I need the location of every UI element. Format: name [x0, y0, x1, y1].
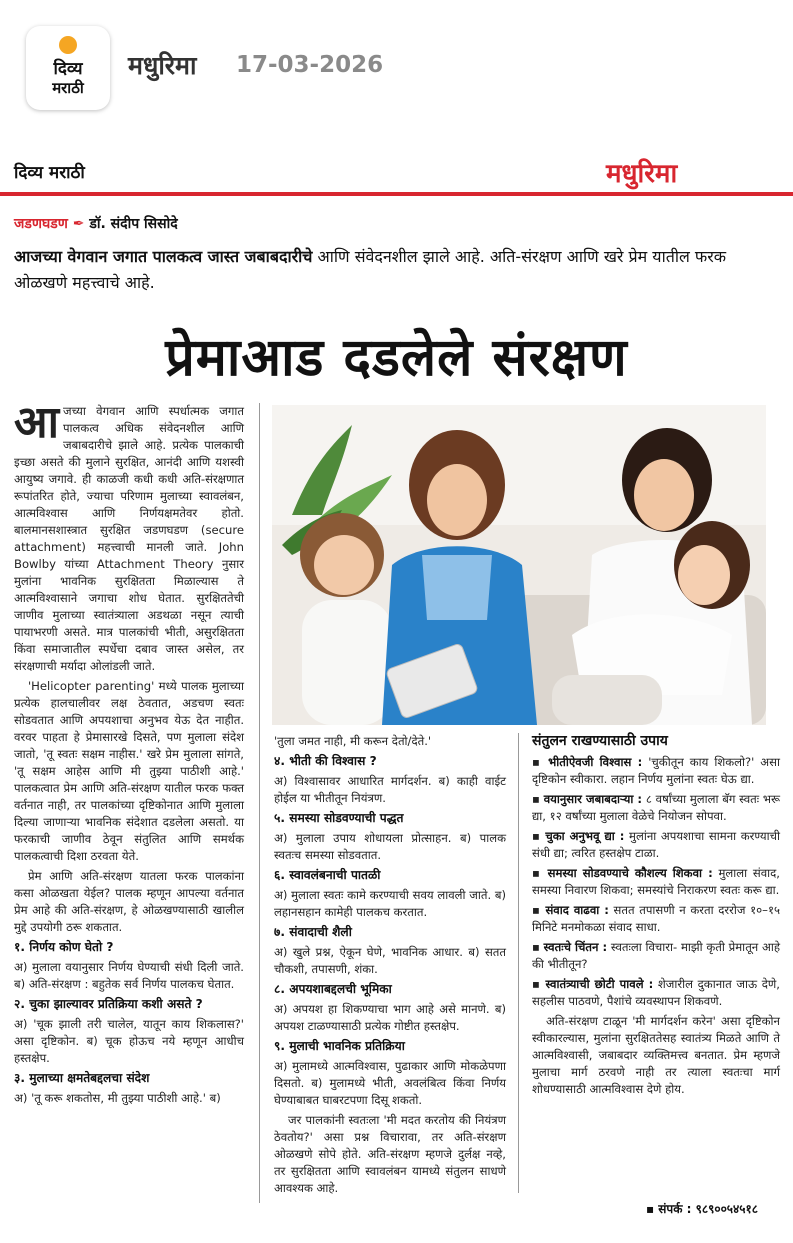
point-1-heading: १. निर्णय कोण घेतो ?	[14, 940, 114, 954]
author-name: डॉ. संदीप सिसोदे	[89, 216, 178, 232]
point-6-heading: ६. स्वावलंबनाची पातळी	[274, 868, 381, 882]
tip-item: ▪ संवाद वाढवा : सतत तपासणी न करता दररोज १०–१५ मिनिटे मनमोकळा संवाद साधा.	[532, 903, 781, 934]
sun-icon	[59, 36, 77, 54]
column-divider-2	[518, 733, 519, 1193]
point-6-text: अ) मुलाला स्वतः कामे करण्याची सवय लावली जाते. ब) लहानसहान कामेही पालकच करतात.	[274, 888, 506, 919]
tip-item: ▪ वयानुसार जबाबदाऱ्या : ८ वर्षांच्या मुलाला बॅग स्वतः भरू द्या, १२ वर्षांच्या मुलाला वेळेचे नियोजन सोपवा.	[532, 792, 781, 823]
supplement-title: मधुरिमा	[128, 51, 197, 80]
masthead-divider	[0, 192, 793, 196]
masthead-paper-name: दिव्य मराठी	[14, 163, 85, 183]
point-5-text: अ) मुलाला उपाय शोधायला प्रोत्साहन. ब) पालक स्वतःच समस्या सोडवतात.	[274, 831, 506, 862]
lede-bold: आजच्या वेगवान जगात पालकत्व जास्त जबाबदारीचे	[14, 247, 313, 266]
col1-para-1: जच्या वेगवान आणि स्पर्धात्मक जगात पालकत्व अधिक संवेदनशील आणि जबाबदारीचे झाले आहे. प्रत्येक पालकाची इच्छा असते की मुलाने सुरक्षित, आनंदी आणि यशस्वी आयुष्य जगावे. ही काळजी कधी कधी अति-संरक्षणात रूपांतरित होते, ज्याचा परिणाम मुलाच्या स्वावलंबन, आत्मविश्वास आणि निर्णयक्षमतेवर होतो. बालमानसशास्त्रात सुरक्षित जडणघडण (secure attachment) महत्त्वाची मानली जाते. John Bowlby यांच्या Attachment Theory नुसार मुलांना भावनिक सुरक्षितता मिळाल्यास ते आत्मविश्वासाने जगाचा शोध घेतात. सुरक्षिततेची जाणीव मुलाच्या स्वातंत्र्याला अडथळा नसून त्याची पायाभरणी असते. मात्र पालकांची भीती, असुरक्षितता किंवा समाजातील स्पर्धेचा दबाव जास्त असेल, तर संरक्षणाची मर्यादा ओलांडली जाते.	[14, 404, 244, 673]
col1-para-2: 'Helicopter parenting' मध्ये पालक मुलाच्या प्रत्येक हालचालीवर लक्ष ठेवतात, अडचण स्वतः सोडवतात आणि अपयशाचा अनुभव येऊ देत नाहीत. वरवर पाहता हे प्रेमासारखे दिसते, पण मुलाला संदेश जातो, 'तू स्वतः सक्षम नाहीस.' खरे प्रेम मुलाला सांगते, 'तू सक्षम आहेस आणि मी तुझ्या पाठीशी आहे.' पालकत्वात प्रेम आणि अति-संरक्षण यातील फरक फक्त वर्तनात नाही, तर पालकांच्या दृष्टिकोनात आणि मुलाला दिल्या जाणाऱ्या भावनिक संदेशात दडलेला असतो. या फरकाची जाणीव ठेवून संतुलित आणि समर्थक पालकत्वाची दिशा ठरवता येते.	[14, 679, 244, 863]
col2-cont-text: 'तुला जमत नाही, मी करून देतो/देते.'	[274, 734, 432, 748]
divya-marathi-logo[interactable]	[26, 26, 110, 110]
app-header	[0, 0, 793, 130]
pen-icon: ✒	[72, 216, 90, 232]
tip-item: ▪ भीतीऐवजी विश्वास : 'चुकीतून काय शिकलो?' असा दृष्टिकोन स्वीकारा. लहान निर्णय मुलांना स्वतः घेऊ द्या.	[532, 755, 780, 786]
section-name: जडणघडण	[14, 216, 68, 232]
point-1-text: अ) मुलाला वयानुसार निर्णय घेण्याची संधी दिली जाते. ब) अति-संरक्षण : बहुतेक सर्व निर्णय पालकच घेतात.	[14, 960, 244, 991]
point-2-text: अ) 'चूक झाली तरी चालेल, यातून काय शिकलास?' असा दृष्टिकोन. ब) चूक होऊच नये म्हणून आधीच हस्तक्षेप.	[14, 1017, 244, 1065]
point-9-text: अ) मुलामध्ये आत्मविश्वास, पुढाकार आणि मोकळेपणा दिसतो. ब) मुलामध्ये भीती, अवलंबित्व किंवा निर्णय घेण्याबाबत घाबरटपणा दिसू शकतो.	[274, 1059, 506, 1107]
logo-text-line1: दिव्य	[53, 59, 83, 79]
point-7-text: अ) खुले प्रश्न, ऐकून घेणे, भावनिक आधार. ब) सतत चौकशी, तपासणी, शंका.	[274, 945, 506, 976]
author-contact: ▪ संपर्क : ९८९००५४५१८	[646, 1202, 759, 1216]
article-headline: प्रेमाआड दडलेले संरक्षण	[165, 328, 628, 388]
sidebar-title: संतुलन राखण्यासाठी उपाय	[532, 733, 668, 749]
byline	[14, 214, 178, 233]
point-3-text: अ) 'तू करू शकतोस, मी तुझ्या पाठीशी आहे.' ब)	[14, 1091, 221, 1105]
col2-closing-para: जर पालकांनी स्वतःला 'मी मदत करतोय की नियंत्रण ठेवतोय?' असा प्रश्न विचारावा, तर अति-संरक्षण ओळखणे सोपे होते. अति-संरक्षण म्हणजे दुर्लक्ष नव्हे, तर सुरक्षितता आणि स्वावलंबन यामध्ये संतुलन साधणे आवश्यक आहे.	[274, 1113, 506, 1195]
point-8-text: अ) अपयश हा शिकण्याचा भाग आहे असे मानणे. ब) अपयश टाळण्यासाठी प्रत्येक गोष्टीत हस्तक्षेप.	[274, 1002, 506, 1033]
article-column-2	[274, 733, 506, 1200]
article-photo	[272, 405, 766, 725]
tip-item: ▪ स्वातंत्र्याची छोटी पावले : शेजारील दुकानात जाऊ देणे, सहलीस पाठवणे, पैशांचे व्यवस्थापन शिकवणे.	[532, 977, 780, 1008]
article-column-3	[532, 733, 780, 1101]
col1-para-3: प्रेम आणि अति-संरक्षण यातला फरक पालकांना कसा ओळखता येईल? पालक म्हणून आपल्या वर्तनात प्रेम आहे की अति-संरक्षण, हे ओळखण्यासाठी खालील मुद्दे उपयोगी ठरू शकतात.	[14, 869, 244, 934]
point-5-heading: ५. समस्या सोडवण्याची पद्धत	[274, 811, 404, 825]
column-divider	[259, 403, 260, 1203]
point-8-heading: ८. अपयशाबद्दलची भूमिका	[274, 982, 392, 996]
point-3-heading: ३. मुलाच्या क्षमतेबद्दलचा संदेश	[14, 1071, 150, 1085]
col3-closing-para: अति-संरक्षण टाळून 'मी मार्गदर्शन करेन' असा दृष्टिकोन स्वीकारल्यास, मुलांना सुरक्षिततेसह स्वातंत्र्य मिळते आणि ते आत्मविश्वासी, जबाबदार व्यक्तिमत्त्व बनतात. प्रेम म्हणजे मुलाचा मार्ग ठरवणे नाही तर त्याला स्वतःचा मार्ग शोधण्यासाठी आत्मविश्वास देणे होय.	[532, 1014, 780, 1096]
tip-item: ▪ चुका अनुभवू द्या : मुलांना अपयशाचा सामना करण्याची संधी द्या; त्वरित हस्तक्षेप टाळा.	[532, 829, 780, 860]
point-9-heading: ९. मुलाची भावनिक प्रतिक्रिया	[274, 1039, 405, 1053]
drop-cap: आ	[14, 397, 59, 448]
point-7-heading: ७. संवादाची शैली	[274, 925, 352, 939]
tip-item: ▪ समस्या सोडवण्याचे कौशल्य शिकवा : मुलाला संवाद, समस्या निवारण शिकवा; समस्यांचे निराकरण स्वतः करू द्या.	[532, 866, 780, 897]
point-2-heading: २. चुका झाल्यावर प्रतिक्रिया कशी असते ?	[14, 997, 203, 1011]
point-4-heading: ४. भीती की विश्वास ?	[274, 754, 377, 768]
tip-item: ▪ स्वतःचे चिंतन : स्वतःला विचारा- माझी कृती प्रेमातून आहे की भीतीतून?	[532, 940, 780, 971]
edition-date: 17-03-2026	[236, 52, 384, 78]
point-4-text: अ) विश्वासावर आधारित मार्गदर्शन. ब) काही वाईट होईल या भीतीतून नियंत्रण.	[274, 774, 506, 805]
lede-paragraph	[14, 244, 779, 296]
lede-rest: आणि संवेदनशील झाले आहे. अति-संरक्षण आणि खरे प्रेम यातील फरक ओळखणे महत्त्वाचे आहे.	[14, 247, 727, 292]
mother-daughter-illustration	[272, 405, 766, 725]
newspaper-page	[0, 148, 793, 1228]
masthead-supplement-name: मधुरिमा	[606, 159, 678, 189]
article-column-1	[14, 397, 244, 1110]
logo-text-line2: मराठी	[52, 79, 84, 97]
